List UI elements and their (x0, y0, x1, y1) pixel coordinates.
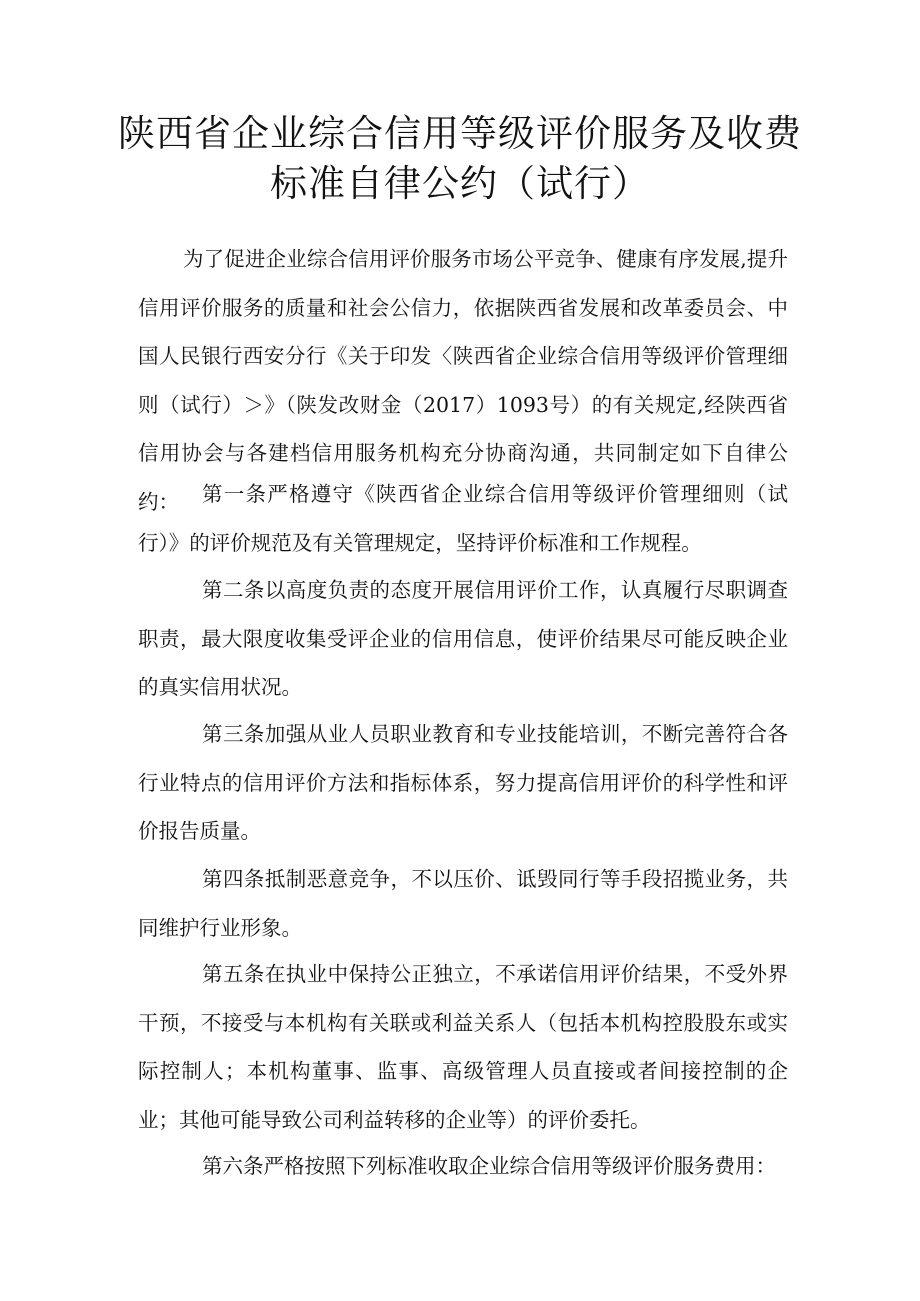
document-title-line-1: 陕西省企业综合信用等级评价服务及收费 (118, 112, 802, 155)
article-5-paragraph: 第五条在执业中保持公正独立，不承诺信用评价结果，不受外界干预，不接受与本机构有关联或利益关系人（包括本机构控股股东或实际控制人；本机构董事、监事、高级管理人员直接或者间接控制的企业；其他可能导致公司利益转移的企业等）的评价委托。 (138, 962, 788, 1132)
article-4-paragraph: 第四条抵制恶意竞争，不以压价、诋毁同行等手段招揽业务，共同维护行业形象。 (138, 867, 788, 940)
document-title-line-2: 标准自律公约（试行） (270, 162, 650, 205)
article-3-paragraph: 第三条加强从业人员职业教育和专业技能培训，不断完善符合各行业特点的信用评价方法和指标体系，努力提高信用评价的科学性和评价报告质量。 (138, 722, 788, 843)
article-6-paragraph: 第六条严格按照下列标准收取企业综合信用等级评价服务费用： (202, 1154, 776, 1178)
article-2-paragraph: 第二条以高度负责的态度开展信用评价工作，认真履行尽职调查职责，最大限度收集受评企业的信用信息，使评价结果尽可能反映企业的真实信用状况。 (138, 578, 788, 699)
article-1-paragraph: 第一条严格遵守《陕西省企业综合信用等级评价管理细则（试行）》的评价规范及有关管理规定，坚持评价标准和工作规程。 (138, 482, 788, 555)
preamble-paragraph: 为了促进企业综合信用评价服务市场公平竞争、健康有序发展,提升信用评价服务的质量和社会公信力，依据陕西省发展和改革委员会、中国人民银行西安分行《关于印发〈陕西省企业综合信用等级评价管理细则（试行）＞》（陕发改财金（2017）1093号）的有关规定,经陕西省信用协会与各建档信用服务机构充分协商沟通，共同制定如下自律公约： (138, 247, 788, 514)
